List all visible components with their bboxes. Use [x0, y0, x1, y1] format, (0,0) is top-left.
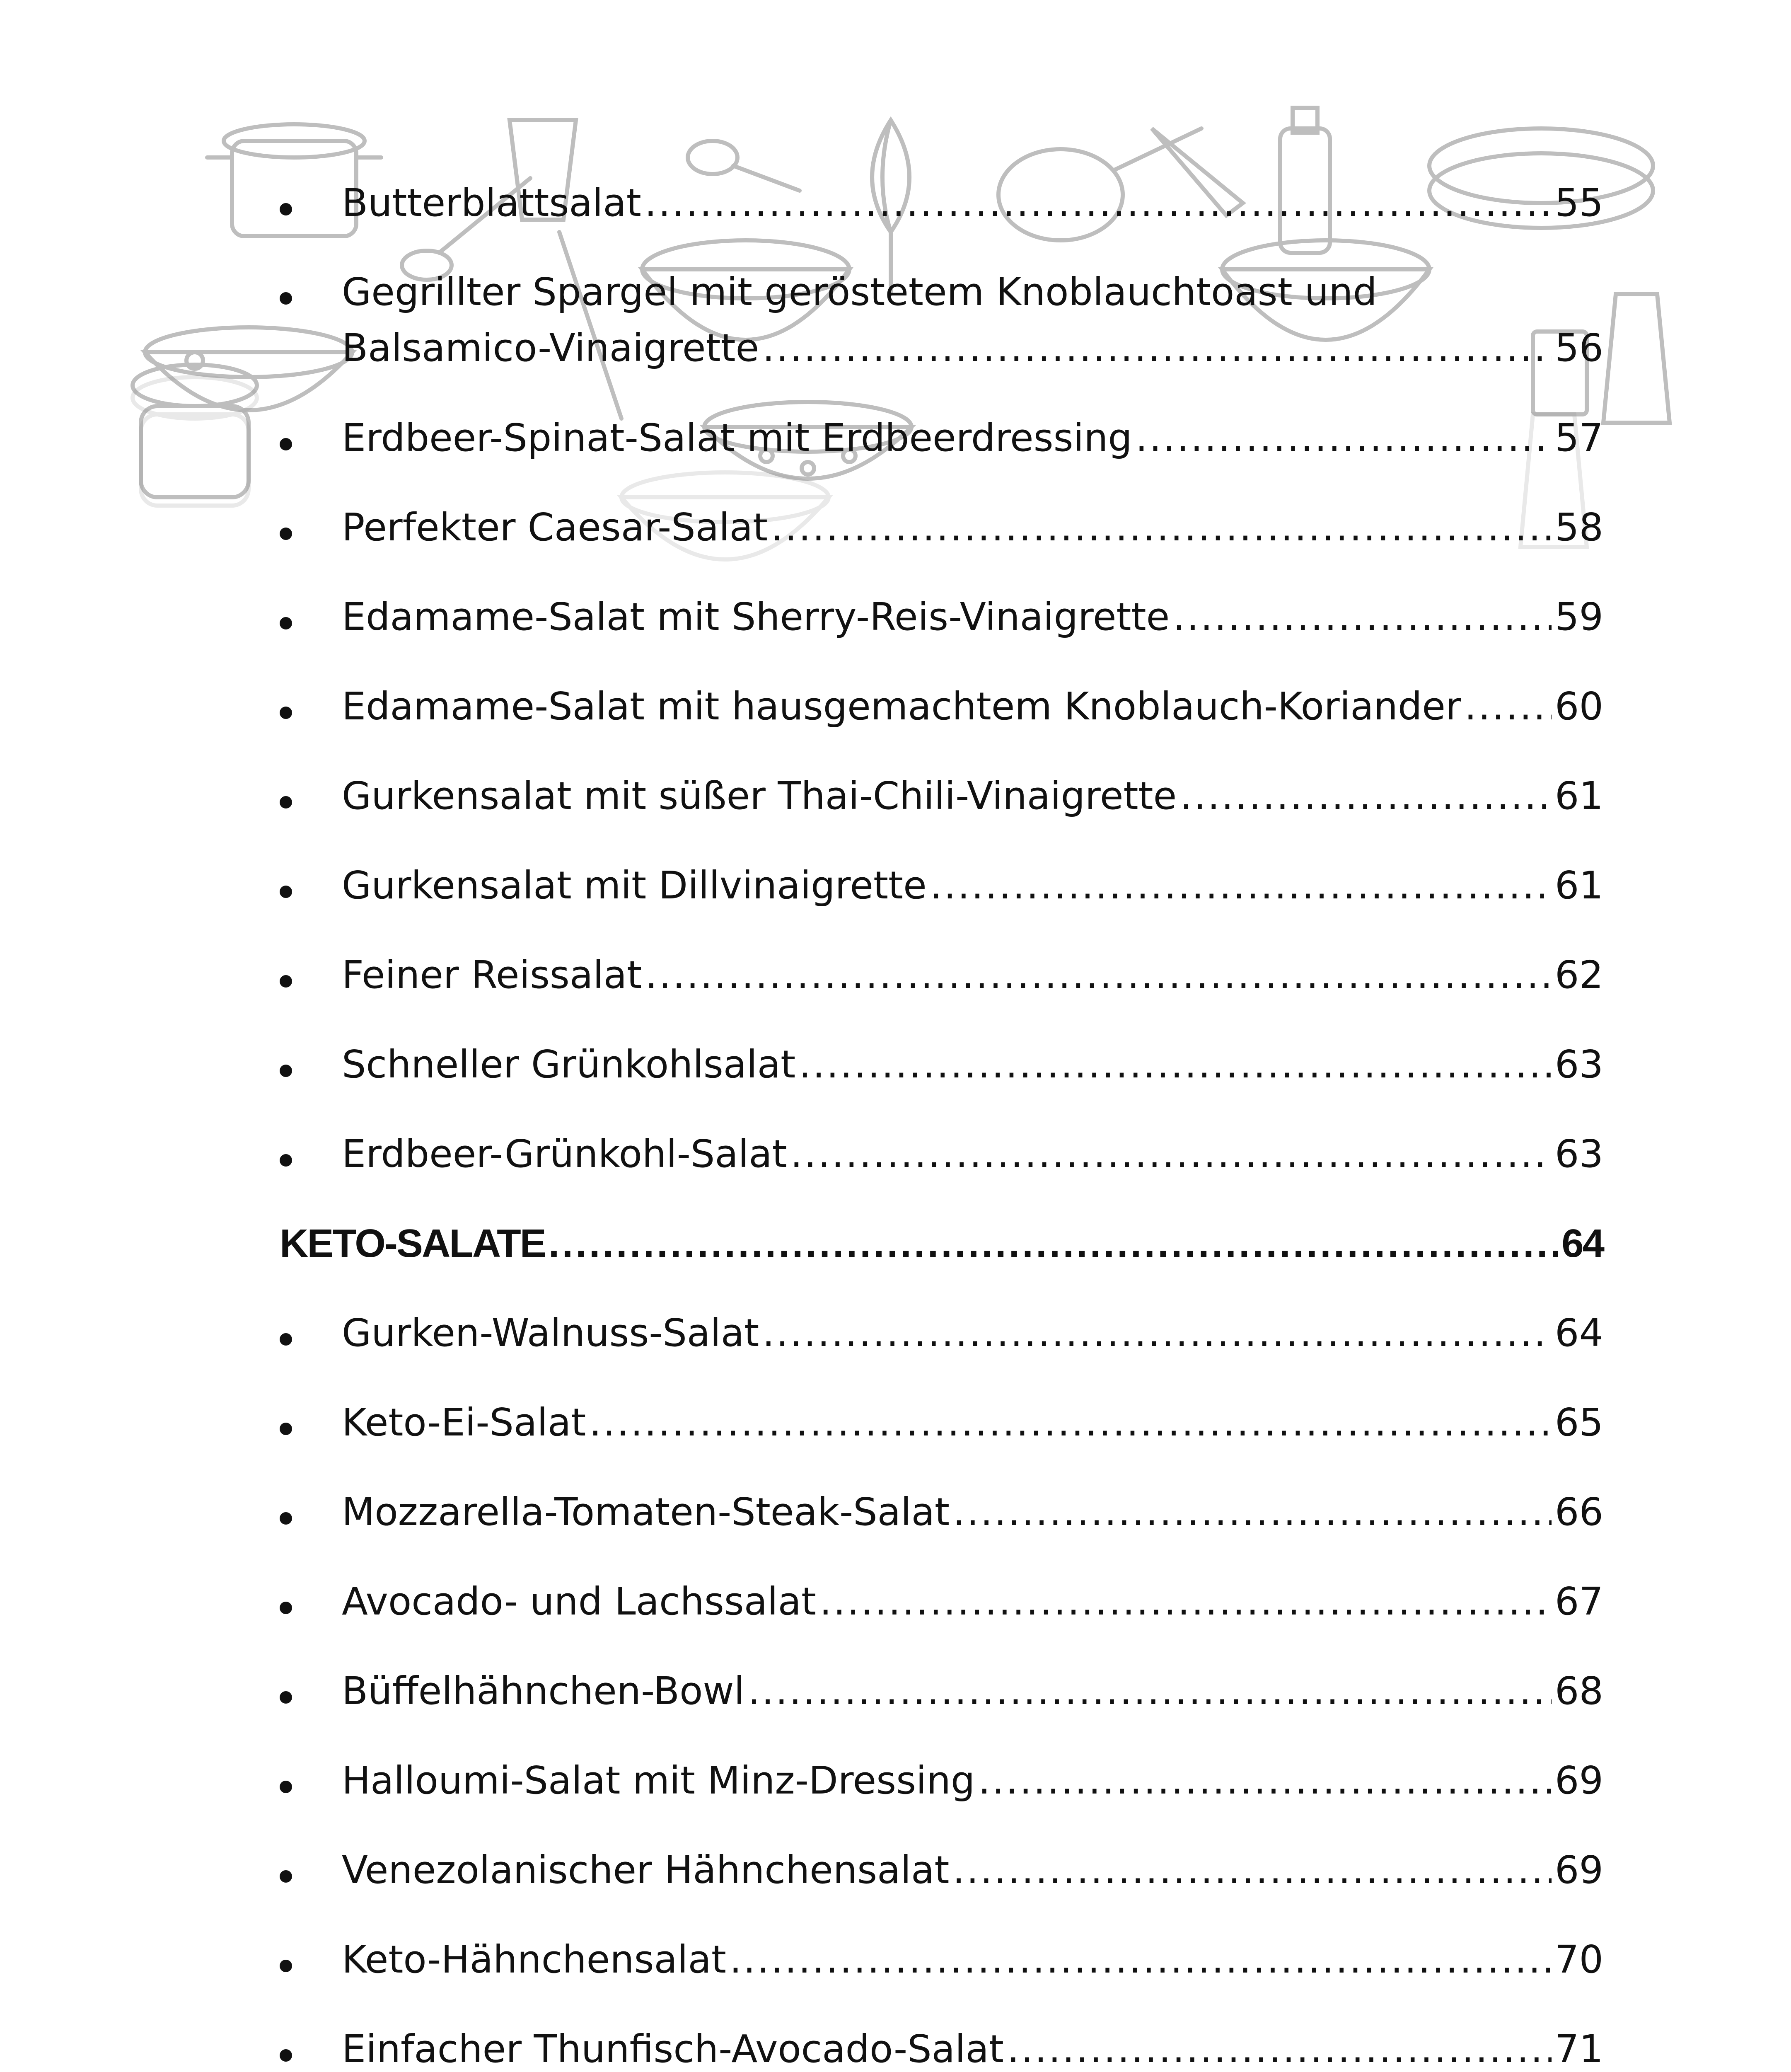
toc-entry-title-line-1: Gegrillter Spargel mit geröstetem Knoblauchtoast und	[342, 270, 1377, 314]
toc-row	[342, 1932, 1603, 1987]
bullet	[280, 617, 292, 629]
section-title: KETO-SALATE	[280, 1221, 545, 1266]
toc-entry-title: Erdbeer-Spinat-Salat mit Erdbeerdressing	[342, 416, 1132, 460]
dot-leader	[1007, 2021, 1552, 2072]
toc-entry-page: 56	[1554, 326, 1603, 370]
bullet	[280, 975, 292, 988]
toc-entry-title: Gurken-Walnuss-Salat	[342, 1311, 759, 1355]
toc-entry-page: 61	[1554, 774, 1603, 818]
bullet	[280, 707, 292, 719]
toc-entry-title: Edamame-Salat mit hausgemachtem Knoblauch-Koriander	[342, 684, 1461, 729]
bullet	[280, 1602, 292, 1614]
bullet	[280, 796, 292, 808]
toc-row	[280, 1215, 1603, 1271]
toc-row	[342, 1036, 1603, 1092]
toc-entry-page: 68	[1554, 1669, 1603, 1713]
toc-entry-page: 64	[1554, 1311, 1603, 1355]
toc-row	[342, 857, 1603, 913]
toc-row	[342, 1573, 1603, 1629]
toc-row	[342, 175, 1603, 231]
toc-row	[342, 1305, 1603, 1361]
dot-leader	[771, 499, 1552, 555]
dot-leader	[1173, 589, 1552, 645]
dot-leader	[645, 947, 1552, 1003]
toc-entry-page: 55	[1554, 181, 1603, 225]
toc-entry-page: 69	[1554, 1758, 1603, 1803]
toc-entry-title: Gurkensalat mit Dillvinaigrette	[342, 863, 927, 908]
dot-leader	[1136, 410, 1552, 466]
toc-entry-title: Edamame-Salat mit Sherry-Reis-Vinaigrette	[342, 595, 1170, 639]
toc-entry-page: 62	[1554, 953, 1603, 997]
toc-entry-page: 71	[1554, 2027, 1603, 2071]
bullet	[280, 1781, 292, 1793]
bullet	[280, 1333, 292, 1346]
bullet	[280, 1154, 292, 1167]
toc-row	[342, 1126, 1603, 1182]
dot-leader	[762, 1305, 1552, 1361]
toc-entry-page: 57	[1554, 416, 1603, 460]
toc-entry-title: Perfekter Caesar-Salat	[342, 505, 768, 549]
toc-entry-title-line-2: Balsamico-Vinaigrette	[342, 326, 759, 370]
toc-entry-page: 59	[1554, 595, 1603, 639]
toc-row	[342, 947, 1603, 1003]
toc-row	[342, 1842, 1603, 1898]
bullet	[280, 438, 292, 450]
toc-entry-page: 69	[1554, 1848, 1603, 1892]
toc-entry-page: 65	[1554, 1400, 1603, 1445]
toc-row	[342, 1752, 1603, 1808]
toc-entry-page: 70	[1554, 1937, 1603, 1982]
toc-entry-title: Keto-Hähnchensalat	[342, 1937, 726, 1982]
toc-row	[342, 1663, 1603, 1719]
toc-row	[342, 678, 1603, 734]
toc-row	[342, 1394, 1603, 1450]
toc-entry[interactable]	[280, 264, 1603, 376]
bullet	[280, 1960, 292, 1972]
dot-leader	[953, 1484, 1552, 1540]
toc-entry-page: 58	[1554, 505, 1603, 549]
toc-entry-page: 60	[1554, 684, 1603, 729]
toc-row	[342, 410, 1603, 466]
toc-entry-page: 67	[1554, 1579, 1603, 1624]
toc-entry-title: Schneller Grünkohlsalat	[342, 1042, 796, 1087]
toc-entry-page: 61	[1554, 863, 1603, 908]
toc-entry-title: Gurkensalat mit süßer Thai-Chili-Vinaigrette	[342, 774, 1177, 818]
toc-entry-title: Venezolanischer Hähnchensalat	[342, 1848, 950, 1892]
toc-row	[342, 499, 1603, 555]
dot-leader	[952, 1842, 1551, 1898]
toc-entry-title: Butterblattsalat	[342, 181, 641, 225]
dot-leader	[1465, 678, 1552, 734]
bullet	[280, 2049, 292, 2062]
dot-leader	[819, 1573, 1552, 1629]
toc-entry-title: Mozzarella-Tomaten-Steak-Salat	[342, 1490, 950, 1534]
bullet	[280, 1065, 292, 1077]
toc-row	[342, 2021, 1603, 2072]
toc-entry-title: Erdbeer-Grünkohl-Salat	[342, 1132, 787, 1176]
dot-leader	[978, 1752, 1552, 1808]
dot-leader	[790, 1126, 1552, 1182]
dot-leader	[645, 175, 1552, 231]
section-page: 64	[1561, 1221, 1603, 1266]
toc-row	[342, 1484, 1603, 1540]
toc-entry-title: Einfacher Thunfisch-Avocado-Salat	[342, 2027, 1004, 2071]
toc-section-heading[interactable]	[280, 1215, 1603, 1271]
bullet	[280, 1512, 292, 1525]
dot-leader	[549, 1215, 1558, 1271]
toc-entry-title: Avocado- und Lachssalat	[342, 1579, 817, 1624]
dot-leader	[589, 1394, 1552, 1450]
toc-entry-title: Feiner Reissalat	[342, 953, 642, 997]
toc-entry-page: 66	[1554, 1490, 1603, 1534]
dot-leader	[1180, 768, 1552, 824]
bullet	[280, 292, 292, 305]
toc-entry-page: 63	[1554, 1132, 1603, 1176]
toc-entry-title: Keto-Ei-Salat	[342, 1400, 586, 1445]
toc-row	[342, 768, 1603, 824]
bullet	[280, 1870, 292, 1883]
bullet	[280, 1423, 292, 1435]
dot-leader	[730, 1932, 1552, 1987]
toc-entry-page: 63	[1554, 1042, 1603, 1087]
dot-leader	[762, 320, 1552, 376]
bullet	[280, 203, 292, 215]
toc-row	[342, 264, 1603, 376]
bullet	[280, 1691, 292, 1704]
dot-leader	[930, 857, 1552, 913]
bullet	[280, 528, 292, 540]
dot-leader	[748, 1663, 1552, 1719]
toc-row	[342, 589, 1603, 645]
bullet	[280, 886, 292, 898]
toc-entry-title: Büffelhähnchen-Bowl	[342, 1669, 745, 1713]
dot-leader	[799, 1036, 1552, 1092]
toc-entry-title: Halloumi-Salat mit Minz-Dressing	[342, 1758, 975, 1803]
